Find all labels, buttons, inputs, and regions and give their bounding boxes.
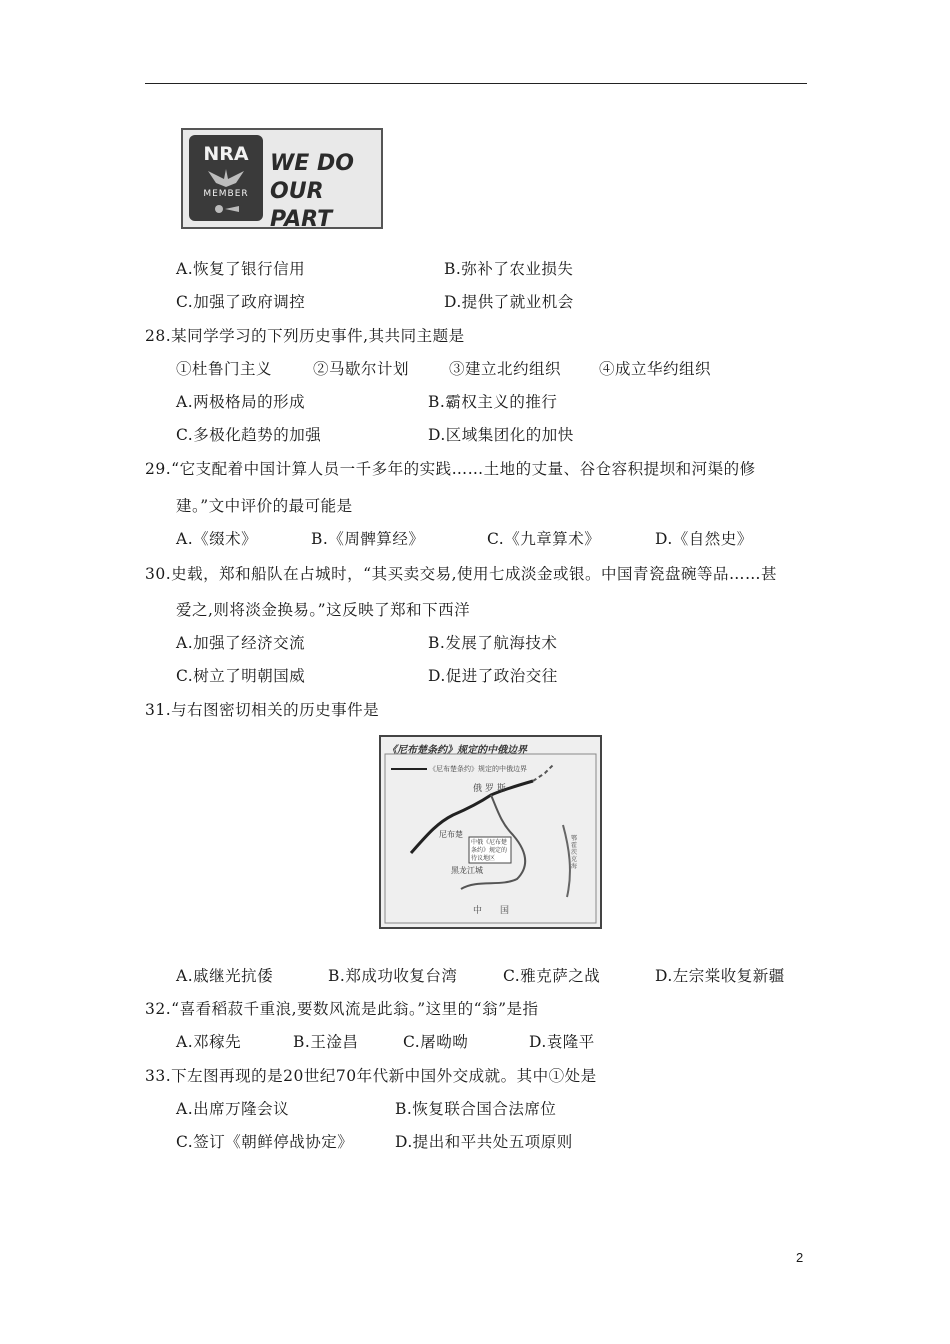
nra-member-label: MEMBER [203,189,249,199]
map-label-china: 中 国 [473,906,510,916]
q31-stem: 31.与右图密切相关的历史事件是 [145,701,380,719]
nra-label: NRA [203,143,249,165]
gear-icon [211,203,241,215]
q28-option-b: B.霸权主义的推行 [428,393,558,411]
eagle-icon [206,167,246,189]
q29-stem-line-1: 29.“它支配着中国计算人员一千多年的实践……土地的丈量、谷仓容积提坝和河渠的修 [145,460,756,478]
q31-option-a: A.戚继光抗倭 [176,967,274,985]
slogan-line-1: WE DO [270,151,354,176]
q31-option-d: D.左宗棠收复新疆 [655,967,785,985]
q28-item-1: ①杜鲁门主义 [176,360,273,378]
q28-item-3: ③建立北约组织 [449,360,562,378]
q32-option-d: D.袁隆平 [529,1033,595,1051]
nra-slogan [270,150,380,234]
q29-option-c: C.《九章算术》 [487,530,601,548]
q32-option-b: B.王淦昌 [293,1033,359,1051]
q31-option-b: B.郑成功收复台湾 [328,967,458,985]
q30-stem-line-1: 30.史载，郑和船队在占城时，“其买卖交易,使用七成淡金或银。中国青瓷盘碗等品……甚 [145,565,778,583]
map-title: 《尼布楚条约》规定的中俄边界 [387,745,527,756]
q31-option-c: C.雅克萨之战 [503,967,601,985]
q33-option-a: A.出席万隆会议 [176,1100,290,1118]
nra-poster-image [181,128,383,232]
q28-item-2: ②马歇尔计划 [313,360,410,378]
q28-item-4: ④成立华约组织 [599,360,712,378]
q33-option-d: D.提出和平共处五项原则 [395,1133,573,1151]
map-legend: 《尼布楚条约》规定的中俄边界 [429,765,527,773]
map-label-sea: 鄂霍茨克海 [571,835,578,870]
q32-option-c: C.屠呦呦 [403,1033,469,1051]
map-box-label: 中俄《尼布楚条约》规定的待议地区 [471,839,508,862]
q27-option-a: A.恢复了银行信用 [176,260,306,278]
map-label-nerchinsk: 尼布楚 [439,830,463,839]
q30-option-d: D.促进了政治交往 [428,667,558,685]
q27-option-b: B.弥补了农业损失 [444,260,574,278]
q30-option-a: A.加强了经济交流 [176,634,306,652]
page-number: 2 [796,1250,804,1265]
q28-option-a: A.两极格局的形成 [176,393,306,411]
q32-option-a: A.邓稼先 [176,1033,242,1051]
q27-option-d: D.提供了就业机会 [444,293,574,311]
q28-option-c: C.多极化趋势的加强 [176,426,322,444]
q29-option-d: D.《自然史》 [655,530,753,548]
nerchinsk-treaty-map [379,735,602,929]
q30-stem-line-2: 爱之,则将淡金换易。”这反映了郑和下西洋 [176,601,471,619]
q32-stem: 32.“喜看稻菽千重浪,要数风流是此翁。”这里的“翁”是指 [145,1000,539,1018]
q27-option-c: C.加强了政府调控 [176,293,306,311]
map-label-russia: 俄 罗 斯 [473,784,506,794]
q28-option-d: D.区域集团化的加快 [428,426,574,444]
map-label-heilongjiang: 黑龙江城 [451,866,483,875]
nra-eagle-emblem [189,135,263,221]
q29-option-a: A.《缀术》 [176,530,258,548]
slogan-line-2: OUR PART [270,179,333,232]
q30-option-b: B.发展了航海技术 [428,634,558,652]
q30-option-c: C.树立了明朝国威 [176,667,306,685]
q29-stem-line-2: 建。”文中评价的最可能是 [176,497,353,515]
q29-option-b: B.《周髀算经》 [311,530,425,548]
q33-option-b: B.恢复联合国合法席位 [395,1100,557,1118]
q33-stem: 33.下左图再现的是20世纪70年代新中国外交成就。其中①处是 [145,1067,597,1085]
q28-stem: 28.某同学学习的下列历史事件,其共同主题是 [145,327,465,345]
header-rule [145,83,807,84]
q33-option-c: C.签订《朝鲜停战协定》 [176,1133,354,1151]
